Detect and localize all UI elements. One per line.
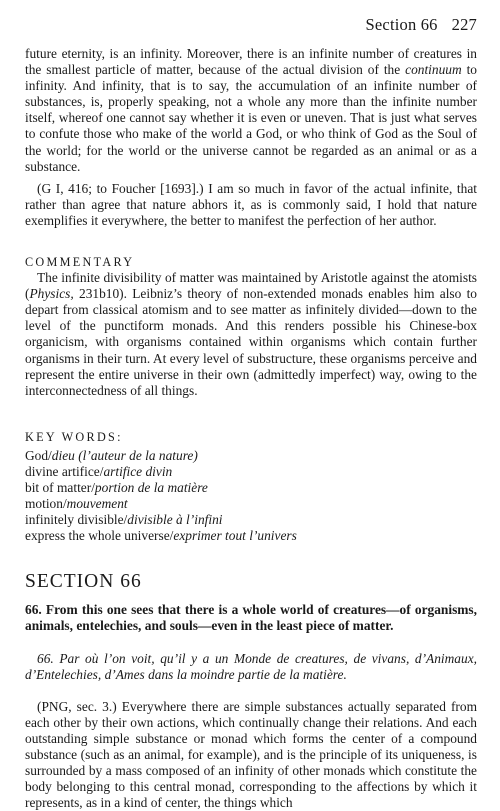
key-word-french: divisible à l’infini: [127, 512, 223, 528]
section-title: SECTION 66: [25, 571, 142, 593]
key-word-english: express the whole universe/: [25, 528, 174, 544]
commentary-heading: COMMENTARY: [25, 255, 135, 270]
paragraph-text: 231b10). Leibniz’s theory of non-extended monads enables him also to depart from classical atomism and to see matter as infinitely divided—down to the level of the punctiform monads. And this renders possible his Chinese-box organicism, with organisms contained within organisms which contain further organisms in their turn. At every level of substructure, these organisms perceive and represent the entire universe in their own (admittedly imperfect) way, owing to the interconnectedness of all things.: [25, 286, 477, 398]
page-number: 227: [451, 15, 477, 34]
key-word-item: [25, 448, 477, 464]
commentary-text: [25, 270, 477, 399]
key-word-item: [25, 512, 477, 528]
key-word-french: exprimer tout l’univers: [173, 528, 297, 544]
key-words-heading: KEY WORDS:: [25, 429, 123, 444]
thesis-english: 66. From this one sees that there is a whole world of creatures—of organisms, animals, entelechies, and souls—even in the least piece of matter.: [25, 602, 477, 634]
paragraph-foucher-letter: (G I, 416; to Foucher [1693].) I am so much in favor of the actual infinite, that rather than agree that nature abhors it, as is commonly said, I hold that nature exemplifies it everywhere, the better to manifest the perfection of her author.: [25, 180, 477, 228]
paragraph-text: to infinity. And infinity, that is to say, the accumulation of an infinite number of substances, is, properly speaking, not a whole any more than the infinite number itself, whereof one cannot say whether it is even or uneven. That is just what serves to confute those who make of the world a God, or who think of God as the Soul of the world; for the world or the universe cannot be regarded as an animal or as a substance.: [25, 62, 477, 174]
key-word-english: infinitely divisible/: [25, 512, 128, 528]
key-word-french: mouvement: [66, 496, 128, 512]
paragraph-text: The infinite divisibility of matter was maintained by Aristotle against the atomists (: [25, 270, 477, 302]
key-word-item: [25, 496, 477, 512]
thesis-french: 66. Par où l’on voit, qu’il y a un Monde de creatures, de vivans, d’Animaux, d’Entelechies, d’Ames dans la moindre partie de la matière.: [25, 650, 477, 682]
key-word-english: God/: [25, 447, 52, 463]
book-page: [25, 14, 477, 811]
paragraph-actual-division: [25, 46, 477, 175]
key-word-item: [25, 480, 477, 496]
key-words-list: [25, 448, 477, 545]
key-word-english: motion/: [25, 496, 67, 512]
running-head-section: Section 66: [365, 15, 438, 34]
key-word-french: dieu (l’auteur de la nature): [51, 447, 198, 463]
key-word-item: [25, 464, 477, 480]
key-word-english: divine artifice/: [25, 463, 104, 479]
italic-title: Physics,: [29, 286, 74, 302]
key-word-french: portion de la matière: [94, 479, 208, 495]
key-word-item: [25, 528, 477, 544]
paragraph-text: future eternity, is an infinity. Moreover, there is an infinite number of creatures in the smallest particle of matter, because of the actual division of the: [25, 46, 477, 78]
key-word-french: artifice divin: [103, 463, 173, 479]
paragraph-png: (PNG, sec. 3.) Everywhere there are simple substances actually separated from each other by their own actions, which continually change their relations. And each outstanding simple substance or monad which forms the center of a compound substance (such as an animal, for example), and is the principle of its uniqueness, is surrounded by a mass composed of an infinity of other monads which constitute the body belonging to this central monad, corresponding to the affections by which it represents, as in a kind of center, the things which: [25, 698, 477, 811]
key-word-english: bit of matter/: [25, 479, 95, 495]
running-head: [25, 14, 477, 36]
italic-term: continuum: [405, 62, 462, 78]
